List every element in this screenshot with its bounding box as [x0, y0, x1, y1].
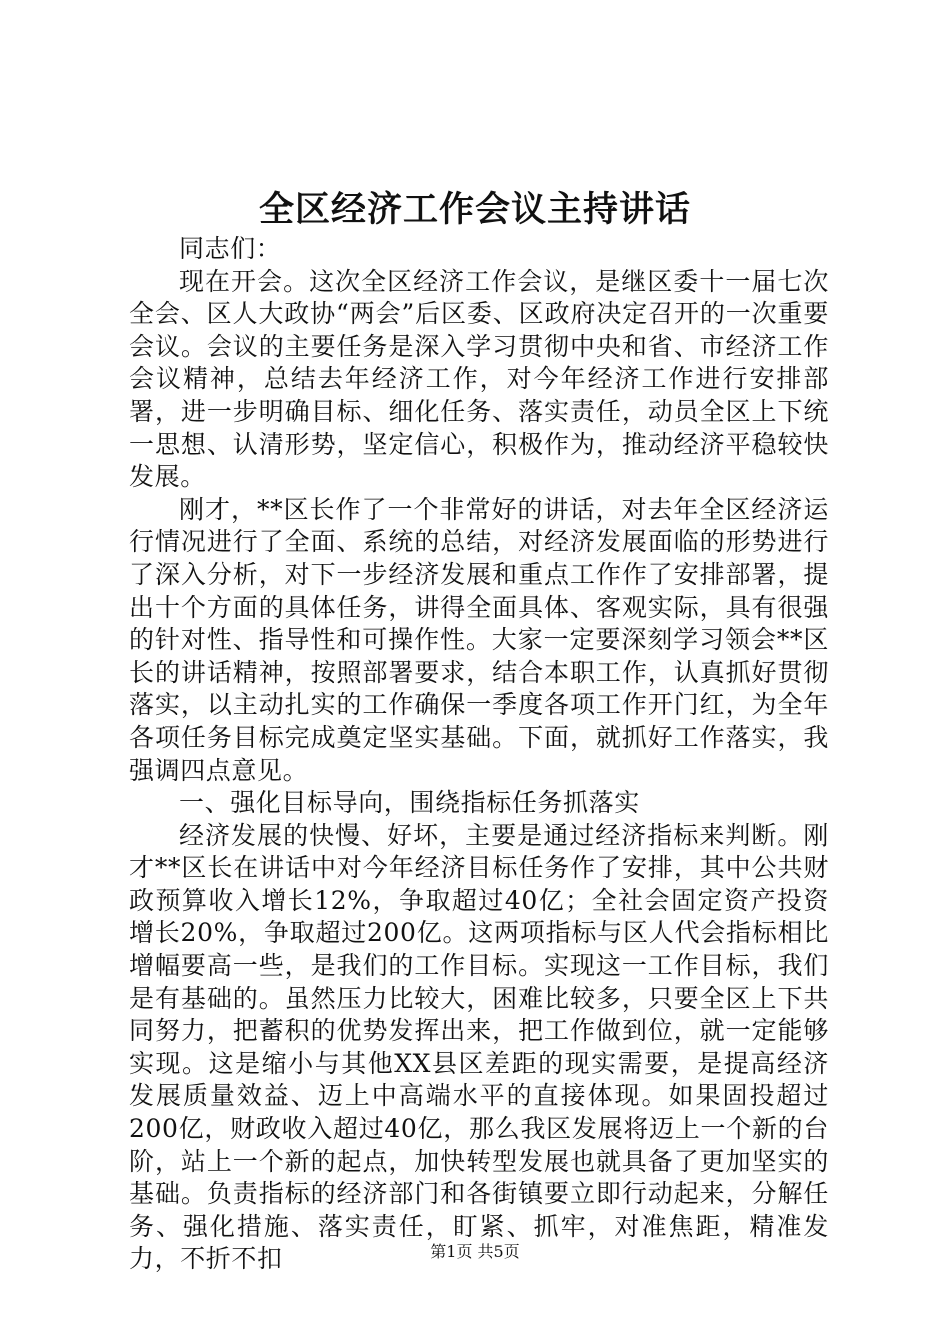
- page-footer: 第1页 共5页: [430, 1242, 520, 1261]
- document-title: 全区经济工作会议主持讲话: [258, 189, 691, 230]
- opening-paragraph: 现在开会。这次全区经济工作会议，是继区委十一届七次全会、区人大政协“两会”后区委、区政府决定召开的一次重要会议。会议的主要任务是深入学习贯彻中央和省、市经济工作会议精神，总结去年经济工作，对今年经济工作进行安排部署，进一步明确目标、细化任务、落实责任，动员全区上下统一思想、认清形势，坚定信心，积极作为，推动经济平稳较快发展。: [129, 266, 829, 492]
- section-heading-1: 一、强化目标导向，围绕指标任务抓落实: [179, 788, 640, 818]
- salutation-paragraph: 同志们：: [179, 234, 282, 263]
- document-body: [129, 233, 829, 1276]
- section-1-paragraph: 经济发展的快慢、好坏，主要是通过经济指标来判断。刚才**区长在讲话中对今年经济目标任务作了安排，其中公共财政预算收入增长12%，争取超过40亿；全社会固定资产投资增长20%，争取超过200亿。这两项指标与区人代会指标相比增幅要高一些，是我们的工作目标。实现这一工作目标，我们是有基础的。虽然压力比较大，困难比较多，只要全区上下共同努力，把蓄积的优势发挥出来，把工作做到位，就一定能够实现。这是缩小与其他XX县区差距的现实需要，是提高经济发展质量效益、迈上中高端水平的直接体现。如果固投超过200亿，财政收入超过40亿，那么我区发展将迈上一个新的台阶，站上一个新的起点，加快转型发展也就具备了更加坚实的基础。负责指标的经济部门和各街镇要立即行动起来，分解任务、强化措施、落实责任，盯紧、抓牢，对准焦距，精准发力，不折不扣: [129, 820, 829, 1274]
- review-paragraph: 刚才，**区长作了一个非常好的讲话，对去年全区经济运行情况进行了全面、系统的总结，对经济发展面临的形势进行了深入分析，对下一步经济发展和重点工作作了安排部署，提出十个方面的具体任务，讲得全面具体、客观实际，具有很强的针对性、指导性和可操作性。大家一定要深刻学习领会**区长的讲话精神，按照部署要求，结合本职工作，认真抓好贯彻落实，以主动扎实的工作确保一季度各项工作开门红，为全年各项任务目标完成奠定坚实基础。下面，就抓好工作落实，我强调四点意见。: [129, 494, 829, 785]
